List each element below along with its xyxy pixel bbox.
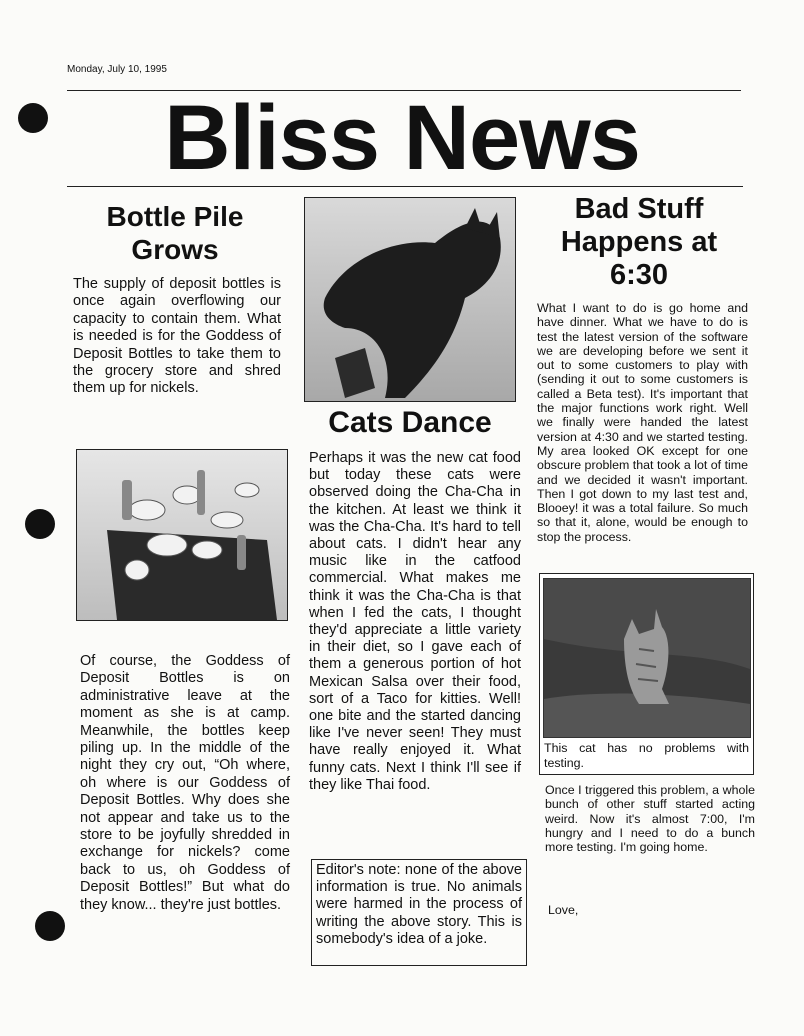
bad-stuff-article-para2: Once I triggered this problem, a whole bunch of other stuff started acting weird. Now it's almost 7:00, I'm hungry and I need to do a bunch more testing. I'm going home. bbox=[545, 783, 755, 855]
masthead-rule bbox=[67, 186, 743, 187]
binder-hole-middle bbox=[25, 509, 55, 539]
cats-article-title: Cats Dance bbox=[328, 406, 492, 439]
editor-note-box: Editor's note: none of the above information is true. No animals were harmed in the process of writing the above story. This is somebody's idea of a joke. bbox=[311, 859, 527, 966]
dancing-cat-photo bbox=[304, 197, 516, 402]
bottle-photo bbox=[76, 449, 288, 621]
bottle-article-para2: Of course, the Goddess of Deposit Bottles is on administrative leave at the moment as she is at camp. Meanwhile, the bottles keep piling up. In the middle of the night they cry out, “Oh where, oh where is our Goddess of Deposit Bottles. Why does she not appear and take us to the store to be joyfully shredded in exchange for nickels? come back to us, oh Goddess of Deposit Bottles!” But what do they know... they're just bottles. bbox=[80, 653, 290, 913]
bad-stuff-article-title: Bad Stuff Happens at 6:30 bbox=[560, 193, 718, 291]
bad-stuff-article-para1: What I want to do is go home and have dinner. What we have to do is test the latest version of the software we are developing before we sent it out to some customers to play with (sending it out to some customers is called a Beta test). It's important that the major functions work right. Well we finally were handed the latest version at 4:30 and we started testing. My area looked OK except for one obscure problem that took a lot of time and we decided it wasn't important. Then I got down to my last test and, Blooey! it was a total failure. So much so that it, alone, would be enough to stop the process. bbox=[537, 301, 748, 544]
signoff: Love, bbox=[548, 903, 579, 917]
bottle-article-title: Bottle Pile Grows bbox=[106, 201, 244, 265]
bottle-article-para1: The supply of deposit bottles is once again overflowing our capacity to contain them. What is needed is for the Goddess of Deposit Bottles to take them to the grocery store and shred them up for nickels. bbox=[73, 276, 281, 397]
masthead-title: Bliss News bbox=[164, 87, 640, 189]
issue-date: Monday, July 10, 1995 bbox=[67, 64, 167, 75]
binder-hole-bottom bbox=[35, 911, 65, 941]
testing-cat-photo bbox=[543, 578, 751, 738]
testing-cat-figure bbox=[539, 573, 754, 775]
cats-article-body: Perhaps it was the new cat food but today these cats were observed doing the Cha-Cha in the kitchen. At least we think it was the Cha-Cha. It's hard to tell about cats. I didn't hear any music like in the catfood commercial. What makes me think it was the Cha-Cha is that when I fed the cats, I thought they'd appreciate a little variety in their diet, so I gave each of them a generous portion of hot Mexican Salsa over their food, sort of a Taco for kitties. Well! one bite and the started dancing like I've never seen! They must have really enjoyed it. What funny cats. Next I think I'll see if they like Thai food. bbox=[309, 450, 521, 793]
testing-cat-caption: This cat has no problems with testing. bbox=[544, 741, 749, 770]
